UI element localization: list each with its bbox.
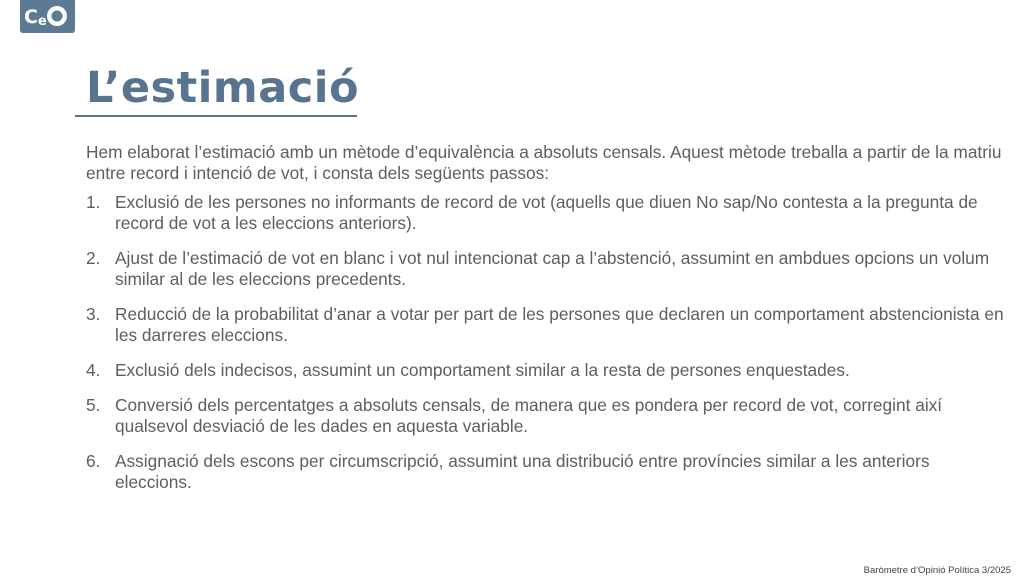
footer-source: Baròmetre d’Opinió Política 3/2025 <box>863 565 1011 576</box>
svg-text:e: e <box>38 14 47 29</box>
step-text: Assignació dels escons per circumscripció, assumint una distribució entre províncies similar a les anteriors eleccions. <box>115 451 930 492</box>
step-item-2 <box>86 248 1011 290</box>
slide-content <box>86 142 1011 507</box>
step-number: 3. <box>86 304 101 324</box>
step-number: 6. <box>86 451 101 471</box>
step-number: 2. <box>86 248 101 268</box>
step-item-4 <box>86 360 1011 381</box>
ceo-logo <box>20 0 75 33</box>
step-text: Exclusió dels indecisos, assumint un comportament similar a la resta de persones enquestades. <box>115 360 850 380</box>
title-underline <box>75 115 357 117</box>
step-item-6 <box>86 451 1011 493</box>
step-number: 4. <box>86 360 101 380</box>
step-text: Ajust de l’estimació de vot en blanc i vot nul intencionat cap a l’abstenció, assumint en ambdues opcions un volum similar al de les eleccions precedents. <box>115 248 990 289</box>
intro-paragraph: Hem elaborat l’estimació amb un mètode d’equivalència a absoluts censals. Aquest mètode treballa a partir de la matriu entre record i intenció de vot, i consta dels següents passos: <box>86 142 1002 183</box>
step-text: Exclusió de les persones no informants de record de vot (aquells que diuen No sap/No contesta a la pregunta de record de vot a les eleccions anteriors). <box>115 192 978 233</box>
step-number: 1. <box>86 192 101 212</box>
steps-list <box>86 192 1011 493</box>
ceo-logo-mark <box>20 0 75 33</box>
step-text: Reducció de la probabilitat d’anar a votar per part de les persones que declaren un comportament abstencionista en les darreres eleccions. <box>115 304 1004 345</box>
step-item-5 <box>86 395 1011 437</box>
step-text: Conversió dels percentatges a absoluts censals, de manera que es pondera per record de vot, corregint així qualsevol desviació de les dades en aquesta variable. <box>115 395 943 436</box>
step-number: 5. <box>86 395 101 415</box>
step-item-3 <box>86 304 1011 346</box>
step-item-1 <box>86 192 1011 234</box>
svg-text:C: C <box>24 6 38 28</box>
slide-title: L’estimació <box>86 63 359 113</box>
